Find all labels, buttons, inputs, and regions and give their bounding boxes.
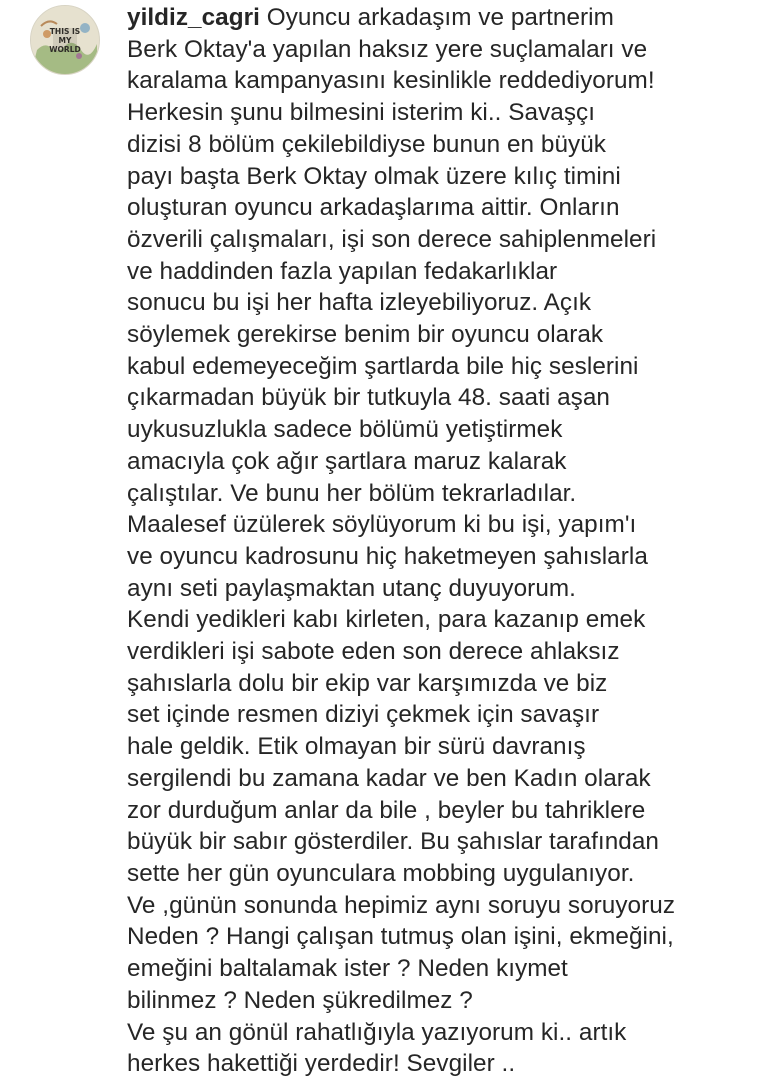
comment-text: Oyuncu arkadaşım ve partnerim [266, 4, 614, 31]
comment-body [127, 2, 757, 1080]
comment-line: ve haddinden fazla yapılan fedakarlıklar [127, 257, 558, 285]
comment-line: büyük bir sabır gösterdiler. Bu şahıslar tarafından [127, 828, 659, 856]
comment-line: hale geldik. Etik olmayan bir sürü davranış [127, 733, 586, 761]
comment-line: zor durduğum anlar da bile , beyler bu tahriklere [127, 796, 646, 824]
comment-line: dizisi 8 bölüm çekilebildiyse bunun en büyük [127, 130, 606, 158]
comment-line: şahıslarla dolu bir ekip var karşımızda ve biz [127, 669, 608, 697]
comment-line: karalama kampanyasını kesinlikle reddediyorum! [127, 67, 655, 95]
comment-line: aynı seti paylaşmaktan utanç duyuyorum. [127, 574, 576, 602]
comment-first-line [127, 2, 757, 34]
comment-line: çalıştılar. Ve bunu her bölüm tekrarladılar. [127, 479, 577, 507]
comment-line: sonucu bu işi her hafta izleyebiliyoruz. Açık [127, 289, 592, 317]
comment-line: sergilendi bu zamana kadar ve ben Kadın olarak [127, 764, 651, 792]
comment-line: Kendi yedikleri kabı kirleten, para kazanıp emek [127, 606, 646, 634]
comment-line: çıkarmadan büyük bir tutkuyla 48. saati aşan [127, 384, 611, 412]
profile-picture-icon [31, 6, 99, 74]
comment-line: sette her gün oyunculara mobbing uygulanıyor. [127, 859, 635, 887]
comment-line: herkes hakettiği yerdedir! Sevgiler .. [127, 1050, 516, 1078]
comment-line: söylemek gerekirse benim bir oyuncu olarak [127, 321, 604, 349]
comment-line: Berk Oktay'a yapılan haksız yere suçlamaları ve [127, 35, 648, 63]
svg-text:THIS IS: THIS IS [49, 27, 81, 36]
comment-line: bilinmez ? Neden şükredilmez ? [127, 986, 473, 1014]
comment-line: Maalesef üzülerek söylüyorum ki bu işi, yapım'ı [127, 511, 637, 539]
avatar[interactable] [30, 5, 100, 75]
comment-line: uykusuzlukla sadece bölümü yetiştirmek [127, 416, 563, 444]
comment-line: özverili çalışmaları, işi son derece sahiplenmeleri [127, 225, 657, 253]
username-link[interactable]: yildiz_cagri [127, 4, 260, 31]
comment-line: payı başta Berk Oktay olmak üzere kılıç timini [127, 162, 621, 190]
svg-text:WORLD: WORLD [49, 45, 81, 54]
comment-line: verdikleri işi sabote eden son derece ahlaksız [127, 638, 620, 666]
comment-line: Herkesin şunu bilmesini isterim ki.. Savaşçı [127, 99, 596, 127]
comment-line: Ve ,günün sonunda hepimiz aynı soruyu soruyoruz [127, 891, 676, 919]
svg-text:MY: MY [58, 36, 72, 45]
comment-line: kabul edemeyeceğim şartlarda bile hiç seslerini [127, 352, 639, 380]
comment-line: Ve şu an gönül rahatlığıyla yazıyorum ki.. artık [127, 1018, 627, 1046]
comment-line: emeğini baltalamak ister ? Neden kıymet [127, 955, 568, 983]
comment-line: ve oyuncu kadrosunu hiç haketmeyen şahıslarla [127, 542, 648, 570]
comment-line: amacıyla çok ağır şartlara maruz kalarak [127, 447, 567, 475]
comment-line: Neden ? Hangi çalışan tutmuş olan işini, ekmeğini, [127, 923, 674, 951]
comment-line: set içinde resmen diziyi çekmek için savaşır [127, 701, 600, 729]
comment-line: oluşturan oyuncu arkadaşlarıma aittir. Onların [127, 194, 620, 222]
